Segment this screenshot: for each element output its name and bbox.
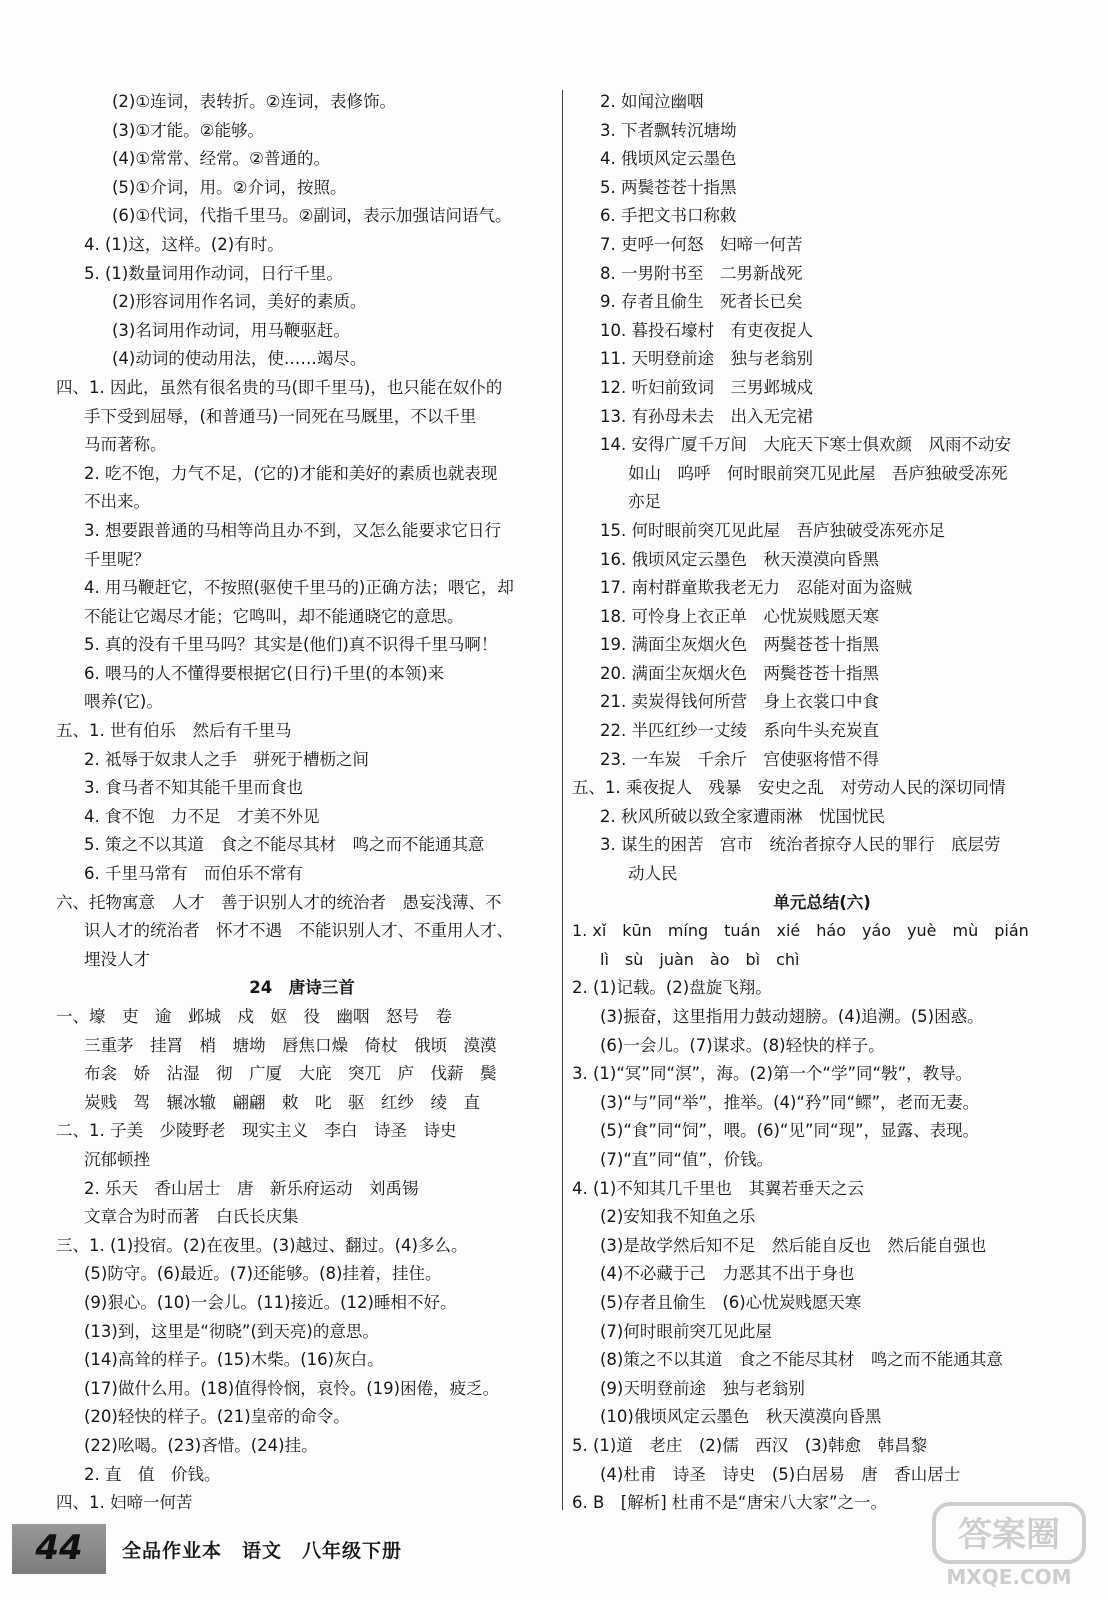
watermark-url: MXQE.COM	[946, 1565, 1072, 1589]
answer-line: 9. 存者且偷生 死者长已矣	[600, 292, 803, 312]
answer-line: (2)形容词用作名词，美好的素质。	[112, 292, 367, 312]
answer-line: 埋没人才	[84, 949, 150, 969]
answer-line: 14. 安得广厦千万间 大庇天下寒士俱欢颜 风雨不动安	[600, 435, 1011, 455]
answer-line: (22)吆喝。(23)吝惜。(24)挂。	[84, 1435, 318, 1455]
answer-line: 五、1. 世有伯乐 然后有千里马	[56, 721, 292, 741]
page-number-box	[12, 1524, 106, 1574]
answer-line: 15. 何时眼前突兀见此屋 吾庐独破受冻死亦足	[600, 520, 945, 540]
answer-line: 五、1. 乘夜捉人 残暴 安史之乱 对劳动人民的深切同情	[572, 778, 1006, 798]
answer-line: 2. 祗辱于奴隶人之手 骈死于槽枥之间	[84, 749, 369, 769]
answer-line: 5. (1)道 老庄 (2)儒 西汉 (3)韩愈 韩昌黎	[572, 1435, 928, 1455]
answer-line: (9)狠心。(10)一会儿。(11)接近。(12)睡相不好。	[84, 1292, 457, 1312]
answer-line: 1. xǐ kūn míng tuán xié háo yáo yuè mù pián	[572, 921, 1029, 941]
answer-line: (13)到，这里是“彻晓”(到天亮)的意思。	[84, 1321, 379, 1341]
answer-line: 3. 想要跟普通的马相等尚且办不到，又怎么能要求它日行	[84, 520, 501, 540]
answer-line: (14)高耸的样子。(15)木柴。(16)灰白。	[84, 1350, 384, 1370]
answer-line: 如山 呜呼 何时眼前突兀见此屋 吾庐独破受冻死	[628, 463, 1008, 483]
answer-line: (5)“食”同“饲”，喂。(6)“见”同“现”，显露、表现。	[600, 1121, 980, 1141]
answer-line: 动人民	[628, 864, 678, 884]
answer-line: 23. 一车炭 千余斤 宫使驱将惜不得	[600, 749, 879, 769]
answer-line: (3)①才能。②能够。	[112, 120, 264, 140]
answer-line: 5. 两鬓苍苍十指黑	[600, 177, 737, 197]
answer-line: 3. 下者飘转沉塘坳	[600, 120, 737, 140]
answer-line: 2. (1)记载。(2)盘旋飞翔。	[572, 978, 772, 998]
answer-line: 3. 食马者不知其能千里而食也	[84, 778, 303, 798]
answer-line: 三重茅 挂罥 梢 塘坳 唇焦口燥 倚杖 俄顷 漠漠	[84, 1035, 497, 1055]
column-divider	[562, 90, 563, 1510]
answer-line: 千里呢？	[84, 549, 150, 569]
answer-line: (10)俄顷风定云墨色 秋天漠漠向昏黑	[600, 1407, 882, 1427]
left-column	[56, 88, 548, 1518]
answer-line: 5. (1)数量词用作动词，日行千里。	[84, 263, 343, 283]
answer-line: (3)名词用作动词，用马鞭驱赶。	[112, 320, 350, 340]
answer-line: 10. 暮投石壕村 有吏夜捉人	[600, 320, 813, 340]
answer-line: (7)“直”同“值”，价钱。	[600, 1149, 774, 1169]
answer-line: 5. 真的没有千里马吗？其实是(他们)真不识得千里马啊！	[84, 635, 498, 655]
answer-line: 17. 南村群童欺我老无力 忍能对面为盗贼	[600, 578, 912, 598]
answer-line: (4)不必藏于己 力恶其不出于身也	[600, 1264, 855, 1284]
answer-line: 三、1. (1)投宿。(2)在夜里。(3)越过、翻过。(4)多么。	[56, 1235, 468, 1255]
answer-line: (3)“与”同“举”，推举。(4)“矜”同“鳏”，老而无妻。	[600, 1092, 980, 1112]
answer-line: 16. 俄顷风定云墨色 秋天漠漠向昏黑	[600, 549, 879, 569]
answer-line: (3)是故学然后知不足 然后能自反也 然后能自强也	[600, 1235, 987, 1255]
answer-line: (4)杜甫 诗圣 诗史 (5)白居易 唐 香山居士	[600, 1464, 961, 1484]
answer-line: 6. 喂马的人不懂得要根据它(日行)千里(的本领)来	[84, 663, 445, 683]
section-heading: 单元总结(六)	[773, 892, 871, 912]
page-number: 44	[35, 1528, 83, 1568]
answer-line: 19. 满面尘灰烟火色 两鬓苍苍十指黑	[600, 635, 879, 655]
right-column	[572, 88, 1072, 1518]
answer-line: 4. (1)不知其几千里也 其翼若垂天之云	[572, 1178, 864, 1198]
answer-line: 3. 谋生的困苦 宫市 统治者掠夺人民的罪行 底层劳	[600, 835, 1001, 855]
answer-line: 喂养(它)。	[84, 692, 163, 712]
answer-line: (3)振奋，这里指用力鼓动翅膀。(4)追溯。(5)困惑。	[600, 1007, 984, 1026]
answer-line: 21. 卖炭得钱何所营 身上衣裳口中食	[600, 692, 879, 712]
answer-line: 4. 俄顷风定云墨色	[600, 149, 737, 169]
answer-line: (2)①连词，表转折。②连词，表修饰。	[112, 92, 396, 111]
answer-line: 3. (1)“冥”同“溟”，海。(2)第一个“学”同“斅”，教导。	[572, 1064, 973, 1084]
answer-line: 18. 可怜身上衣正单 心忧炭贱愿天寒	[600, 606, 879, 626]
answer-line: (4)动词的使动用法，使……竭尽。	[112, 349, 367, 369]
answer-line: (6)①代词，代指千里马。②副词，表示加强诘问语气。	[112, 206, 512, 226]
watermark-text: 答案圈	[958, 1515, 1060, 1555]
answer-line: 4. (1)这，这样。(2)有时。	[84, 234, 284, 254]
answer-line: (5)防守。(6)最近。(7)还能够。(8)挂着，挂住。	[84, 1264, 442, 1284]
answer-line: 2. 吃不饱，力气不足，(它的)才能和美好的素质也就表现	[84, 463, 498, 483]
answer-line: 炭贱 驾 辗冰辙 翩翩 敕 叱 驱 红纱 绫 直	[84, 1092, 480, 1112]
answer-line: 12. 听妇前致词 三男邺城戍	[600, 377, 813, 397]
book-title: 全品作业本 语文 八年级下册	[122, 1540, 403, 1562]
answer-line: 4. 用马鞭赶它，不按照(驱使千里马的)正确方法；喂它，却	[84, 578, 514, 598]
answer-line: (17)做什么用。(18)值得怜悯，哀怜。(19)困倦，疲乏。	[84, 1378, 500, 1398]
answer-line: (5)存者且偷生 (6)心忧炭贱愿天寒	[600, 1292, 862, 1312]
answer-line: 文章合为时而著 白氏长庆集	[84, 1207, 299, 1227]
answer-line: 四、1. 妇啼一何苦	[56, 1493, 193, 1513]
answer-line: (8)策之不以其道 食之不能尽其材 鸣之而不能通其意	[600, 1350, 1003, 1370]
answer-line: 二、1. 子美 少陵野老 现实主义 李白 诗圣 诗史	[56, 1121, 457, 1141]
answer-line: 6. 手把文书口称敕	[600, 206, 737, 226]
answer-line: 沉郁顿挫	[84, 1149, 150, 1169]
answer-line: 8. 一男附书至 二男新战死	[600, 263, 803, 283]
answer-line: (2)安知我不知鱼之乐	[600, 1207, 756, 1227]
answer-line: 不能让它竭尽才能；它鸣叫，却不能通晓它的意思。	[84, 606, 464, 626]
watermark-graphic	[930, 1500, 1090, 1592]
answer-line: 11. 天明登前途 独与老翁别	[600, 349, 813, 369]
answer-line: 手下受到屈辱，(和普通马)一同死在马厩里，不以千里	[84, 406, 477, 426]
answer-line: 马而著称。	[84, 435, 167, 455]
answer-line: 20. 满面尘灰烟火色 两鬓苍苍十指黑	[600, 663, 879, 683]
watermark-logo	[930, 1500, 1090, 1592]
answer-line: 2. 如闻泣幽咽	[600, 92, 704, 111]
answer-line: 一、壕 吏 逾 邺城 戍 妪 役 幽咽 怒号 卷	[56, 1007, 452, 1026]
answer-line: (6)一会儿。(7)谋求。(8)轻快的样子。	[600, 1035, 885, 1055]
answer-line: lì sù juàn ào bì chì	[600, 949, 800, 969]
section-heading: 24 唐诗三首	[249, 978, 355, 998]
answer-line: 2. 秋风所破以致全家遭雨淋 忧国忧民	[600, 806, 885, 826]
answer-line: (4)①常常、经常。②普通的。	[112, 149, 330, 169]
answer-line: 2. 直 值 价钱。	[84, 1464, 221, 1484]
answer-line: 5. 策之不以其道 食之不能尽其材 鸣之而不能通其意	[84, 835, 485, 855]
answer-line: 4. 食不饱 力不足 才美不外见	[84, 806, 320, 826]
answer-line: 不出来。	[84, 492, 150, 512]
answer-line: 布衾 娇 沾湿 彻 广厦 大庇 突兀 庐 伐薪 鬓	[84, 1064, 497, 1084]
answer-line: (5)①介词，用。②介词，按照。	[112, 177, 347, 197]
answer-line: 7. 吏呼一何怒 妇啼一何苦	[600, 234, 803, 254]
answer-line: 6. B [解析] 杜甫不是“唐宋八大家”之一。	[572, 1493, 888, 1513]
answer-line: 22. 半匹红纱一丈绫 系向牛头充炭直	[600, 721, 879, 741]
answer-line: 2. 乐天 香山居士 唐 新乐府运动 刘禹锡	[84, 1178, 419, 1198]
answer-line: (7)何时眼前突兀见此屋	[600, 1321, 772, 1341]
answer-line: 识人才的统治者 怀才不遇 不能识别人才、不重用人才、	[84, 921, 513, 941]
answer-line: (20)轻快的样子。(21)皇帝的命令。	[84, 1407, 350, 1427]
answer-line: (9)天明登前途 独与老翁别	[600, 1378, 805, 1398]
answer-line: 13. 有孙母未去 出入无完裙	[600, 406, 813, 426]
answer-line: 六、托物寓意 人才 善于识别人才的统治者 愚妄浅薄、不	[56, 892, 502, 912]
answer-line: 6. 千里马常有 而伯乐不常有	[84, 864, 303, 884]
answer-line: 亦足	[628, 492, 661, 512]
answer-line: 四、1. 因此，虽然有很名贵的马(即千里马)，也只能在奴仆的	[56, 377, 503, 397]
